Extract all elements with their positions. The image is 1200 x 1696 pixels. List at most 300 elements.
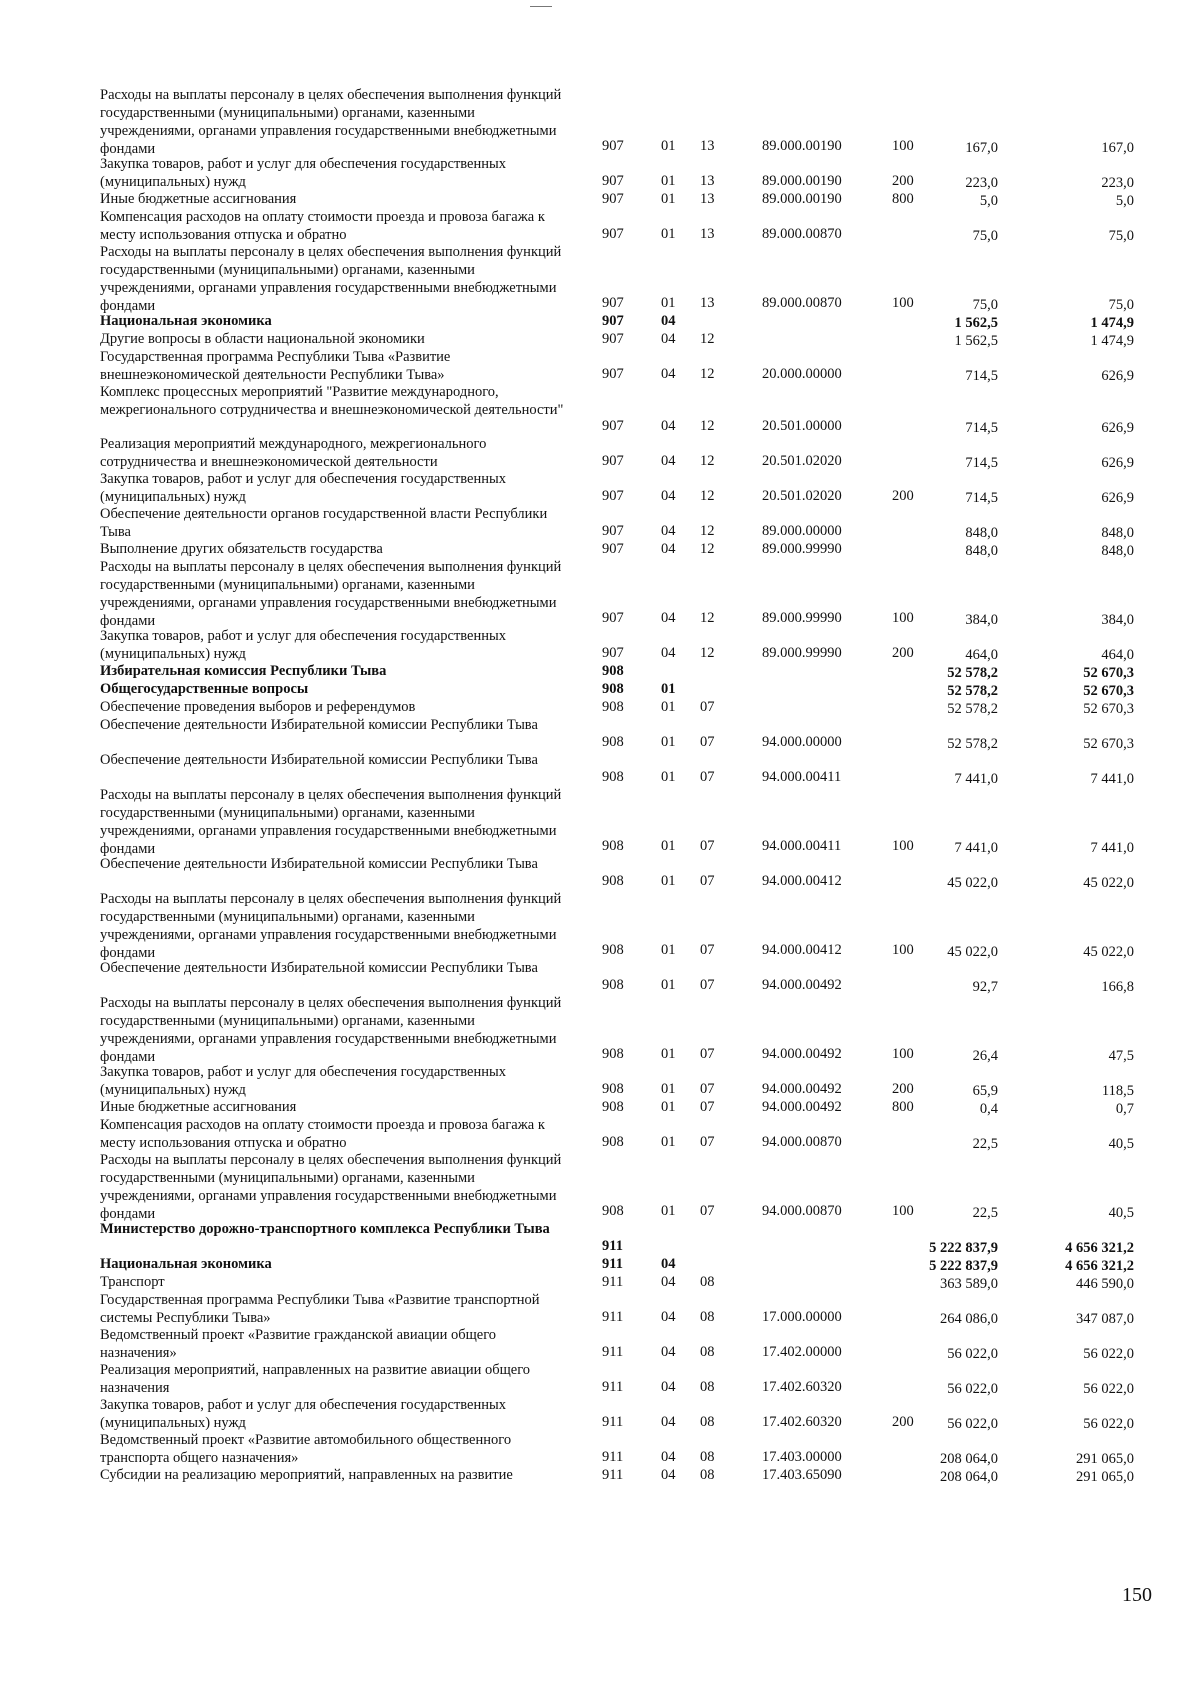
amount-year-1: 52 578,2 bbox=[947, 683, 998, 699]
expense-type-code: 100 bbox=[892, 295, 914, 311]
section-code: 01 bbox=[661, 138, 676, 154]
amount-year-2: 75,0 bbox=[1108, 228, 1134, 244]
target-article-code: 89.000.00000 bbox=[762, 523, 842, 539]
ved-code: 907 bbox=[602, 191, 624, 207]
row-description: Расходы на выплаты персоналу в целях обеспечения выполнения функций государственными (муниципальными) органами, казенными учреждениями, органами управления государственными внебюджетными фондами bbox=[100, 1152, 562, 1222]
ved-code: 907 bbox=[602, 313, 624, 329]
amount-year-2: 4 656 321,2 bbox=[1065, 1240, 1134, 1256]
amount-year-1: 56 022,0 bbox=[947, 1381, 998, 1397]
section-code: 04 bbox=[661, 541, 676, 557]
subsection-code: 12 bbox=[700, 645, 715, 661]
target-article-code: 94.000.00870 bbox=[762, 1203, 842, 1219]
table-row bbox=[100, 1273, 1140, 1291]
expense-type-code: 100 bbox=[892, 610, 914, 626]
scan-mark bbox=[530, 6, 552, 7]
section-code: 01 bbox=[661, 734, 676, 750]
amount-year-2: 52 670,3 bbox=[1083, 701, 1134, 717]
amount-year-2: 47,5 bbox=[1108, 1048, 1134, 1064]
subsection-code: 13 bbox=[700, 295, 715, 311]
budget-table bbox=[100, 86, 1140, 1484]
subsection-code: 07 bbox=[700, 1203, 715, 1219]
amount-year-1: 167,0 bbox=[965, 140, 998, 156]
section-code: 04 bbox=[661, 488, 676, 504]
ved-code: 908 bbox=[602, 681, 624, 697]
section-code: 01 bbox=[661, 977, 676, 993]
table-row bbox=[100, 627, 1140, 662]
row-description: Закупка товаров, работ и услуг для обеспечения государственных (муниципальных) нужд bbox=[100, 1397, 507, 1431]
table-row bbox=[100, 959, 1140, 994]
table-row bbox=[100, 243, 1140, 312]
row-description: Иные бюджетные ассигнования bbox=[100, 191, 297, 207]
amount-year-2: 626,9 bbox=[1101, 368, 1134, 384]
subsection-code: 12 bbox=[700, 453, 715, 469]
subsection-code: 07 bbox=[700, 873, 715, 889]
amount-year-2: 7 441,0 bbox=[1090, 840, 1134, 856]
amount-year-2: 626,9 bbox=[1101, 455, 1134, 471]
amount-year-1: 45 022,0 bbox=[947, 875, 998, 891]
row-description: Реализация мероприятий, направленных на развитие авиации общего назначения bbox=[100, 1362, 531, 1396]
row-description: Комплекс процессных мероприятий "Развитие международного, межрегионального сотрудничества и внешнеэкономической деятельности" bbox=[100, 384, 564, 418]
target-article-code: 94.000.00492 bbox=[762, 1081, 842, 1097]
target-article-code: 94.000.00412 bbox=[762, 873, 842, 889]
subsection-code: 08 bbox=[700, 1344, 715, 1360]
amount-year-2: 56 022,0 bbox=[1083, 1416, 1134, 1432]
ved-code: 907 bbox=[602, 173, 624, 189]
expense-type-code: 200 bbox=[892, 1081, 914, 1097]
expense-type-code: 200 bbox=[892, 645, 914, 661]
ved-code: 908 bbox=[602, 873, 624, 889]
amount-year-1: 5,0 bbox=[979, 193, 998, 209]
section-code: 01 bbox=[661, 295, 676, 311]
table-row bbox=[100, 1220, 1140, 1255]
section-code: 01 bbox=[661, 873, 676, 889]
subsection-code: 12 bbox=[700, 610, 715, 626]
ved-code: 908 bbox=[602, 663, 624, 679]
table-row bbox=[100, 1255, 1140, 1273]
amount-year-1: 714,5 bbox=[965, 455, 998, 471]
subsection-code: 07 bbox=[700, 734, 715, 750]
amount-year-1: 223,0 bbox=[965, 175, 998, 191]
amount-year-2: 626,9 bbox=[1101, 490, 1134, 506]
table-row bbox=[100, 1116, 1140, 1151]
page-number: 150 bbox=[1122, 1584, 1152, 1606]
table-row bbox=[100, 716, 1140, 751]
amount-year-1: 384,0 bbox=[965, 612, 998, 628]
amount-year-1: 464,0 bbox=[965, 647, 998, 663]
table-row bbox=[100, 751, 1140, 786]
row-description: Ведомственный проект «Развитие автомобильного общественного транспорта общего назначения» bbox=[100, 1432, 512, 1466]
target-article-code: 17.402.00000 bbox=[762, 1344, 842, 1360]
row-description: Закупка товаров, работ и услуг для обеспечения государственных (муниципальных) нужд bbox=[100, 471, 507, 505]
subsection-code: 07 bbox=[700, 838, 715, 854]
ved-code: 908 bbox=[602, 769, 624, 785]
amount-year-1: 22,5 bbox=[972, 1205, 998, 1221]
row-description: Расходы на выплаты персоналу в целях обеспечения выполнения функций государственными (муниципальными) органами, казенными учреждениями, органами управления государственными внебюджетными фондами bbox=[100, 995, 562, 1065]
row-description: Расходы на выплаты персоналу в целях обеспечения выполнения функций государственными (муниципальными) органами, казенными учреждениями, органами управления государственными внебюджетными фондами bbox=[100, 87, 562, 157]
section-code: 04 bbox=[661, 645, 676, 661]
row-description: Транспорт bbox=[100, 1274, 165, 1290]
ved-code: 907 bbox=[602, 366, 624, 382]
row-description: Выполнение других обязательств государства bbox=[100, 541, 383, 557]
amount-year-1: 1 562,5 bbox=[954, 333, 998, 349]
ved-code: 907 bbox=[602, 295, 624, 311]
amount-year-1: 208 064,0 bbox=[940, 1469, 998, 1485]
row-description: Избирательная комиссия Республики Тыва bbox=[100, 663, 387, 679]
amount-year-1: 45 022,0 bbox=[947, 944, 998, 960]
amount-year-1: 52 578,2 bbox=[947, 665, 998, 681]
amount-year-1: 848,0 bbox=[965, 543, 998, 559]
table-row bbox=[100, 505, 1140, 540]
table-row bbox=[100, 435, 1140, 470]
ved-code: 908 bbox=[602, 1134, 624, 1150]
subsection-code: 12 bbox=[700, 541, 715, 557]
amount-year-1: 56 022,0 bbox=[947, 1346, 998, 1362]
ved-code: 911 bbox=[602, 1449, 624, 1465]
table-row bbox=[100, 190, 1140, 208]
amount-year-1: 22,5 bbox=[972, 1136, 998, 1152]
ved-code: 907 bbox=[602, 523, 624, 539]
table-row bbox=[100, 540, 1140, 558]
ved-code: 908 bbox=[602, 734, 624, 750]
target-article-code: 89.000.99990 bbox=[762, 610, 842, 626]
section-code: 04 bbox=[661, 1256, 676, 1272]
section-code: 01 bbox=[661, 699, 676, 715]
ved-code: 908 bbox=[602, 838, 624, 854]
row-description: Расходы на выплаты персоналу в целях обеспечения выполнения функций государственными (муниципальными) органами, казенными учреждениями, органами управления государственными внебюджетными фондами bbox=[100, 559, 562, 629]
row-description: Закупка товаров, работ и услуг для обеспечения государственных (муниципальных) нужд bbox=[100, 156, 507, 190]
row-description: Общегосударственные вопросы bbox=[100, 681, 309, 697]
expense-type-code: 800 bbox=[892, 191, 914, 207]
amount-year-2: 4 656 321,2 bbox=[1065, 1258, 1134, 1274]
ved-code: 908 bbox=[602, 1046, 624, 1062]
section-code: 01 bbox=[661, 681, 676, 697]
target-article-code: 89.000.00190 bbox=[762, 138, 842, 154]
target-article-code: 17.402.60320 bbox=[762, 1379, 842, 1395]
amount-year-2: 464,0 bbox=[1101, 647, 1134, 663]
section-code: 01 bbox=[661, 942, 676, 958]
section-code: 01 bbox=[661, 173, 676, 189]
row-description: Обеспечение деятельности Избирательной комиссии Республики Тыва bbox=[100, 717, 538, 733]
amount-year-1: 208 064,0 bbox=[940, 1451, 998, 1467]
target-article-code: 89.000.99990 bbox=[762, 541, 842, 557]
section-code: 04 bbox=[661, 366, 676, 382]
table-row bbox=[100, 680, 1140, 698]
subsection-code: 12 bbox=[700, 523, 715, 539]
amount-year-1: 714,5 bbox=[965, 420, 998, 436]
section-code: 04 bbox=[661, 523, 676, 539]
amount-year-1: 363 589,0 bbox=[940, 1276, 998, 1292]
ved-code: 907 bbox=[602, 453, 624, 469]
target-article-code: 94.000.00492 bbox=[762, 1046, 842, 1062]
amount-year-2: 223,0 bbox=[1101, 175, 1134, 191]
amount-year-1: 92,7 bbox=[972, 979, 998, 995]
target-article-code: 94.000.00492 bbox=[762, 1099, 842, 1115]
expense-type-code: 100 bbox=[892, 1046, 914, 1062]
subsection-code: 13 bbox=[700, 173, 715, 189]
target-article-code: 17.402.60320 bbox=[762, 1414, 842, 1430]
subsection-code: 07 bbox=[700, 1134, 715, 1150]
ved-code: 907 bbox=[602, 138, 624, 154]
row-description: Обеспечение деятельности органов государственной власти Республики Тыва bbox=[100, 506, 548, 540]
amount-year-1: 7 441,0 bbox=[954, 840, 998, 856]
ved-code: 911 bbox=[602, 1414, 624, 1430]
ved-code: 911 bbox=[602, 1379, 624, 1395]
row-description: Министерство дорожно-транспортного комплекса Республики Тыва bbox=[100, 1221, 550, 1237]
amount-year-1: 848,0 bbox=[965, 525, 998, 541]
amount-year-2: 40,5 bbox=[1108, 1205, 1134, 1221]
amount-year-2: 52 670,3 bbox=[1083, 736, 1134, 752]
section-code: 04 bbox=[661, 418, 676, 434]
amount-year-1: 52 578,2 bbox=[947, 701, 998, 717]
section-code: 04 bbox=[661, 1449, 676, 1465]
target-article-code: 20.501.02020 bbox=[762, 488, 842, 504]
section-code: 04 bbox=[661, 1414, 676, 1430]
table-row bbox=[100, 1466, 1140, 1484]
amount-year-2: 118,5 bbox=[1101, 1083, 1134, 1099]
table-row bbox=[100, 1151, 1140, 1220]
row-description: Субсидии на реализацию мероприятий, направленных на развитие bbox=[100, 1467, 513, 1483]
section-code: 01 bbox=[661, 191, 676, 207]
target-article-code: 89.000.00190 bbox=[762, 173, 842, 189]
amount-year-2: 52 670,3 bbox=[1083, 665, 1134, 681]
amount-year-2: 167,0 bbox=[1101, 140, 1134, 156]
row-description: Компенсация расходов на оплату стоимости проезда и провоза багажа к месту использования отпуска и обратно bbox=[100, 209, 545, 243]
amount-year-1: 7 441,0 bbox=[954, 771, 998, 787]
section-code: 01 bbox=[661, 1046, 676, 1062]
section-code: 04 bbox=[661, 331, 676, 347]
section-code: 01 bbox=[661, 838, 676, 854]
section-code: 04 bbox=[661, 1344, 676, 1360]
table-row bbox=[100, 994, 1140, 1063]
row-description: Иные бюджетные ассигнования bbox=[100, 1099, 297, 1115]
expense-type-code: 100 bbox=[892, 838, 914, 854]
subsection-code: 08 bbox=[700, 1309, 715, 1325]
ved-code: 911 bbox=[602, 1467, 624, 1483]
table-row bbox=[100, 558, 1140, 627]
target-article-code: 94.000.00000 bbox=[762, 734, 842, 750]
amount-year-1: 0,4 bbox=[979, 1101, 998, 1117]
expense-type-code: 100 bbox=[892, 942, 914, 958]
row-description: Расходы на выплаты персоналу в целях обеспечения выполнения функций государственными (муниципальными) органами, казенными учреждениями, органами управления государственными внебюджетными фондами bbox=[100, 891, 562, 961]
target-article-code: 94.000.00412 bbox=[762, 942, 842, 958]
subsection-code: 08 bbox=[700, 1274, 715, 1290]
ved-code: 908 bbox=[602, 699, 624, 715]
table-row bbox=[100, 890, 1140, 959]
ved-code: 911 bbox=[602, 1309, 624, 1325]
subsection-code: 08 bbox=[700, 1414, 715, 1430]
table-row bbox=[100, 698, 1140, 716]
table-row bbox=[100, 1291, 1140, 1326]
expense-type-code: 200 bbox=[892, 173, 914, 189]
row-description: Расходы на выплаты персоналу в целях обеспечения выполнения функций государственными (муниципальными) органами, казенными учреждениями, органами управления государственными внебюджетными фондами bbox=[100, 244, 562, 314]
amount-year-1: 75,0 bbox=[972, 297, 998, 313]
expense-type-code: 100 bbox=[892, 138, 914, 154]
expense-type-code: 200 bbox=[892, 488, 914, 504]
table-row bbox=[100, 155, 1140, 190]
section-code: 01 bbox=[661, 226, 676, 242]
section-code: 04 bbox=[661, 453, 676, 469]
amount-year-2: 56 022,0 bbox=[1083, 1346, 1134, 1362]
ved-code: 907 bbox=[602, 488, 624, 504]
ved-code: 911 bbox=[602, 1238, 623, 1254]
target-article-code: 89.000.00870 bbox=[762, 226, 842, 242]
row-description: Государственная программа Республики Тыва «Развитие транспортной системы Республики Тыва» bbox=[100, 1292, 540, 1326]
amount-year-1: 714,5 bbox=[965, 368, 998, 384]
ved-code: 907 bbox=[602, 645, 624, 661]
ved-code: 908 bbox=[602, 1081, 624, 1097]
amount-year-2: 848,0 bbox=[1101, 543, 1134, 559]
section-code: 01 bbox=[661, 1081, 676, 1097]
amount-year-2: 40,5 bbox=[1108, 1136, 1134, 1152]
subsection-code: 12 bbox=[700, 331, 715, 347]
section-code: 04 bbox=[661, 1467, 676, 1483]
amount-year-2: 1 474,9 bbox=[1090, 315, 1134, 331]
amount-year-2: 45 022,0 bbox=[1083, 875, 1134, 891]
target-article-code: 94.000.00411 bbox=[762, 838, 842, 854]
amount-year-2: 56 022,0 bbox=[1083, 1381, 1134, 1397]
row-description: Обеспечение деятельности Избирательной комиссии Республики Тыва bbox=[100, 752, 538, 768]
subsection-code: 12 bbox=[700, 418, 715, 434]
table-row bbox=[100, 1431, 1140, 1466]
expense-type-code: 800 bbox=[892, 1099, 914, 1115]
row-description: Ведомственный проект «Развитие гражданской авиации общего назначения» bbox=[100, 1327, 497, 1361]
subsection-code: 13 bbox=[700, 226, 715, 242]
target-article-code: 17.000.00000 bbox=[762, 1309, 842, 1325]
section-code: 04 bbox=[661, 1309, 676, 1325]
subsection-code: 12 bbox=[700, 366, 715, 382]
subsection-code: 08 bbox=[700, 1467, 715, 1483]
table-row bbox=[100, 786, 1140, 855]
row-description: Закупка товаров, работ и услуг для обеспечения государственных (муниципальных) нужд bbox=[100, 1064, 507, 1098]
amount-year-1: 26,4 bbox=[972, 1048, 998, 1064]
ved-code: 908 bbox=[602, 942, 624, 958]
amount-year-2: 384,0 bbox=[1101, 612, 1134, 628]
target-article-code: 94.000.00870 bbox=[762, 1134, 842, 1150]
ved-code: 907 bbox=[602, 541, 624, 557]
amount-year-2: 347 087,0 bbox=[1076, 1311, 1134, 1327]
amount-year-2: 848,0 bbox=[1101, 525, 1134, 541]
target-article-code: 89.000.99990 bbox=[762, 645, 842, 661]
section-code: 04 bbox=[661, 313, 676, 329]
subsection-code: 08 bbox=[700, 1449, 715, 1465]
amount-year-2: 52 670,3 bbox=[1083, 683, 1134, 699]
section-code: 01 bbox=[661, 1099, 676, 1115]
row-description: Компенсация расходов на оплату стоимости проезда и провоза багажа к месту использования отпуска и обратно bbox=[100, 1117, 545, 1151]
amount-year-1: 65,9 bbox=[972, 1083, 998, 1099]
table-row bbox=[100, 662, 1140, 680]
row-description: Государственная программа Республики Тыва «Развитие внешнеэкономической деятельности Республики Тыва» bbox=[100, 349, 451, 383]
row-description: Национальная экономика bbox=[100, 1256, 272, 1272]
target-article-code: 20.501.02020 bbox=[762, 453, 842, 469]
ved-code: 911 bbox=[602, 1344, 624, 1360]
amount-year-1: 5 222 837,9 bbox=[929, 1258, 998, 1274]
row-description: Расходы на выплаты персоналу в целях обеспечения выполнения функций государственными (муниципальными) органами, казенными учреждениями, органами управления государственными внебюджетными фондами bbox=[100, 787, 562, 857]
row-description: Обеспечение деятельности Избирательной комиссии Республики Тыва bbox=[100, 960, 538, 976]
target-article-code: 17.403.00000 bbox=[762, 1449, 842, 1465]
ved-code: 907 bbox=[602, 226, 624, 242]
amount-year-1: 1 562,5 bbox=[954, 315, 998, 331]
subsection-code: 08 bbox=[700, 1379, 715, 1395]
ved-code: 908 bbox=[602, 1099, 624, 1115]
table-row bbox=[100, 383, 1140, 435]
section-code: 01 bbox=[661, 769, 676, 785]
subsection-code: 12 bbox=[700, 488, 715, 504]
target-article-code: 89.000.00870 bbox=[762, 295, 842, 311]
amount-year-2: 291 065,0 bbox=[1076, 1451, 1134, 1467]
row-description: Закупка товаров, работ и услуг для обеспечения государственных (муниципальных) нужд bbox=[100, 628, 507, 662]
expense-type-code: 200 bbox=[892, 1414, 914, 1430]
amount-year-2: 0,7 bbox=[1115, 1101, 1134, 1117]
subsection-code: 07 bbox=[700, 1046, 715, 1062]
section-code: 01 bbox=[661, 1134, 676, 1150]
ved-code: 911 bbox=[602, 1256, 623, 1272]
section-code: 01 bbox=[661, 1203, 676, 1219]
subsection-code: 07 bbox=[700, 1081, 715, 1097]
target-article-code: 89.000.00190 bbox=[762, 191, 842, 207]
amount-year-1: 56 022,0 bbox=[947, 1416, 998, 1432]
target-article-code: 20.501.00000 bbox=[762, 418, 842, 434]
subsection-code: 07 bbox=[700, 769, 715, 785]
table-row bbox=[100, 1361, 1140, 1396]
row-description: Национальная экономика bbox=[100, 313, 272, 329]
target-article-code: 94.000.00492 bbox=[762, 977, 842, 993]
ved-code: 908 bbox=[602, 1203, 624, 1219]
amount-year-2: 75,0 bbox=[1108, 297, 1134, 313]
amount-year-2: 5,0 bbox=[1115, 193, 1134, 209]
amount-year-1: 52 578,2 bbox=[947, 736, 998, 752]
table-row bbox=[100, 1396, 1140, 1431]
ved-code: 907 bbox=[602, 331, 624, 347]
table-row bbox=[100, 855, 1140, 890]
ved-code: 907 bbox=[602, 610, 624, 626]
amount-year-1: 75,0 bbox=[972, 228, 998, 244]
amount-year-2: 7 441,0 bbox=[1090, 771, 1134, 787]
amount-year-2: 446 590,0 bbox=[1076, 1276, 1134, 1292]
amount-year-1: 714,5 bbox=[965, 490, 998, 506]
target-article-code: 17.403.65090 bbox=[762, 1467, 842, 1483]
amount-year-2: 166,8 bbox=[1101, 979, 1134, 995]
subsection-code: 13 bbox=[700, 138, 715, 154]
table-row bbox=[100, 86, 1140, 155]
table-row bbox=[100, 208, 1140, 243]
row-description: Другие вопросы в области национальной экономики bbox=[100, 331, 425, 347]
subsection-code: 07 bbox=[700, 699, 715, 715]
subsection-code: 07 bbox=[700, 977, 715, 993]
ved-code: 911 bbox=[602, 1274, 624, 1290]
target-article-code: 20.000.00000 bbox=[762, 366, 842, 382]
amount-year-1: 5 222 837,9 bbox=[929, 1240, 998, 1256]
table-row bbox=[100, 312, 1140, 330]
table-row bbox=[100, 348, 1140, 383]
ved-code: 908 bbox=[602, 977, 624, 993]
subsection-code: 13 bbox=[700, 191, 715, 207]
amount-year-2: 626,9 bbox=[1101, 420, 1134, 436]
table-row bbox=[100, 1063, 1140, 1098]
section-code: 04 bbox=[661, 610, 676, 626]
table-row bbox=[100, 330, 1140, 348]
table-row bbox=[100, 1326, 1140, 1361]
amount-year-1: 264 086,0 bbox=[940, 1311, 998, 1327]
amount-year-2: 1 474,9 bbox=[1090, 333, 1134, 349]
subsection-code: 07 bbox=[700, 1099, 715, 1115]
amount-year-2: 291 065,0 bbox=[1076, 1469, 1134, 1485]
row-description: Обеспечение деятельности Избирательной комиссии Республики Тыва bbox=[100, 856, 538, 872]
expense-type-code: 100 bbox=[892, 1203, 914, 1219]
section-code: 04 bbox=[661, 1379, 676, 1395]
table-row bbox=[100, 1098, 1140, 1116]
subsection-code: 07 bbox=[700, 942, 715, 958]
amount-year-2: 45 022,0 bbox=[1083, 944, 1134, 960]
